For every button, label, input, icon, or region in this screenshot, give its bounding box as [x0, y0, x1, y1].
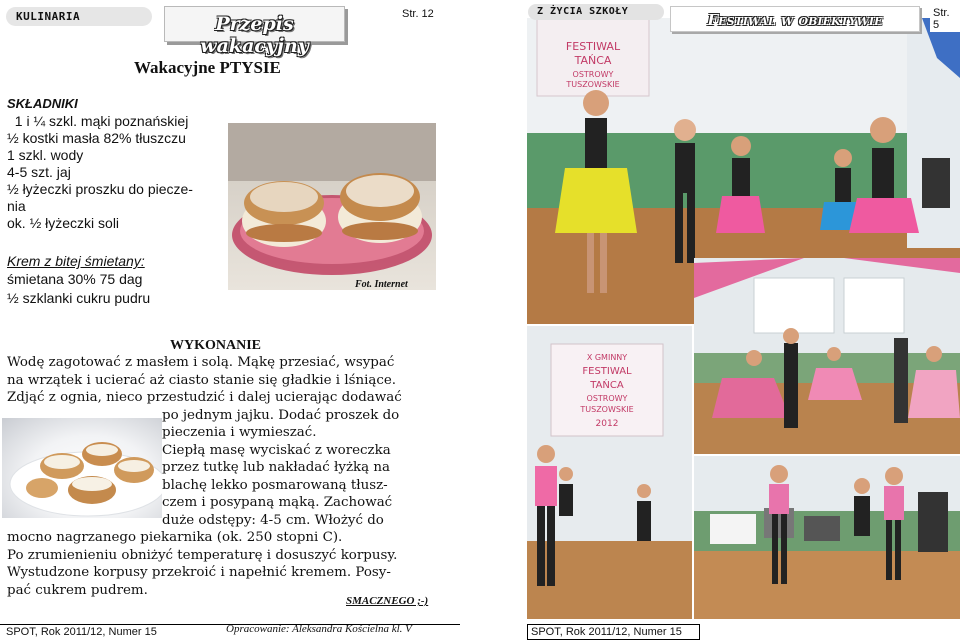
ingredient-item: 4-5 szt. jaj	[7, 164, 71, 180]
preparation-line: Zdjąć z ognia, nieco przestudzić i dalej ucierając dodawać	[7, 390, 402, 405]
cream-puffs-plate-photo	[2, 418, 162, 518]
page-title: Przepis wakacyjny	[200, 13, 309, 57]
preparation-line: mocno nagrzanego piekarnika (ok. 250 stopni C).	[7, 530, 343, 545]
ingredients-list	[7, 113, 229, 232]
preparation-heading: WYKONANIE	[170, 338, 262, 353]
section-tag-kulinaria: KULINARIA	[6, 7, 152, 26]
page-header-box	[164, 6, 345, 57]
right-page-title: Festiwal w obiektywie	[707, 11, 883, 29]
closing-wish: SMACZNEGO ;-)	[346, 595, 429, 607]
ingredient-item: ok. ½ łyżeczki soli	[7, 215, 120, 231]
cream-puffs-illustration	[228, 123, 436, 290]
cream-item: ½ szklanki cukru pudru	[7, 290, 151, 306]
ingredients-heading: SKŁADNIKI	[7, 96, 78, 111]
banner-text-gminny: X GMINNY	[586, 353, 628, 362]
preparation-line: pieczenia i wymieszać.	[162, 425, 317, 440]
banner-text-year: 2012	[595, 419, 619, 429]
preparation-line: pać cukrem pudrem.	[7, 582, 148, 598]
preparation-line: blachę lekko posmarowaną tłusz-	[162, 477, 388, 493]
right-page-header-box	[670, 6, 920, 32]
footer-issue-left: SPOT, Rok 2011/12, Numer 15	[6, 626, 157, 638]
recipe-title: Wakacyjne PTYSIE	[134, 58, 281, 77]
banner-text-ostrowy: OSTROWY	[572, 70, 614, 79]
banner-text-ostrowy-2: OSTROWY	[586, 394, 628, 403]
preparation-line: po jednym jajku. Dodać proszek do	[162, 407, 400, 423]
cream-ingredients-list	[7, 270, 150, 308]
preparation-line: Wystudzone korpusy przekroić i napełnić kremem. Posy-	[7, 565, 391, 580]
pink-dancers-illustration	[694, 456, 960, 619]
author-credit: Opracowanie: Aleksandra Kościelna kl. V	[226, 623, 412, 635]
banner-text-tanca: TAŃCA	[574, 54, 612, 67]
ballroom-dancers-illustration	[694, 258, 960, 454]
preparation-line: duże odstępy: 4-5 cm. Włożyć do	[162, 512, 384, 528]
banner-text-tuszowskie: TUSZOWSKIE	[566, 80, 620, 89]
cream-puffs-photo	[228, 123, 436, 290]
page-number-left: Str. 12	[402, 8, 434, 20]
ingredient-item: ½ łyżeczki proszku do piecze-	[7, 181, 193, 197]
footer-issue-right: SPOT, Rok 2011/12, Numer 15	[527, 624, 700, 640]
preparation-line: przez tutkę lub nakładać łyżką na	[162, 460, 390, 475]
preparation-line: Po zrumienieniu obniżyć temperaturę i dosuszyć korpusy.	[7, 547, 398, 563]
ingredient-item: 1 i ¼ szkl. mąki poznańskiej	[7, 113, 189, 129]
banner-text-festiwal-2: FESTIWAL	[582, 366, 632, 377]
preparation-line: Wodę zagotować z masłem i solą. Mąkę przesiać, wsypać	[7, 355, 395, 370]
page-number-right: Str. 5	[930, 6, 960, 32]
section-tag-z-zycia-szkoly: Z ŻYCIA SZKOŁY	[528, 4, 664, 20]
preparation-line: czem i posypaną mąką. Zachować	[162, 495, 393, 510]
cream-puffs-plate-illustration	[2, 418, 162, 518]
banner-text-tuszowskie-2: TUSZOWSKIE	[580, 405, 634, 414]
ingredient-item: 1 szkl. wody	[7, 147, 84, 163]
festival-photo-stage-banner	[527, 326, 692, 619]
festival-photo-pink-dancers	[694, 456, 960, 619]
preparation-line: Ciepłą masę wyciskać z woreczka	[162, 442, 391, 458]
photo-credit: Fot. Internet	[355, 279, 408, 290]
festival-photo-ballroom-dancers	[694, 258, 960, 454]
ingredient-item: nia	[7, 198, 26, 214]
preparation-line: na wrzątek i ucierać aż ciasto stanie się gładkie i lśniące.	[7, 372, 397, 388]
cream-heading: Krem z bitej śmietany:	[7, 253, 145, 269]
banner-text-tanca-2: TAŃCA	[590, 380, 624, 391]
ingredient-item: ½ kostki masła 82% tłuszczu	[7, 130, 186, 146]
banner-text-festiwal: FESTIWAL	[565, 40, 621, 53]
cream-item: śmietana 30% 75 dag	[7, 271, 143, 287]
stage-banner-illustration	[527, 326, 692, 619]
